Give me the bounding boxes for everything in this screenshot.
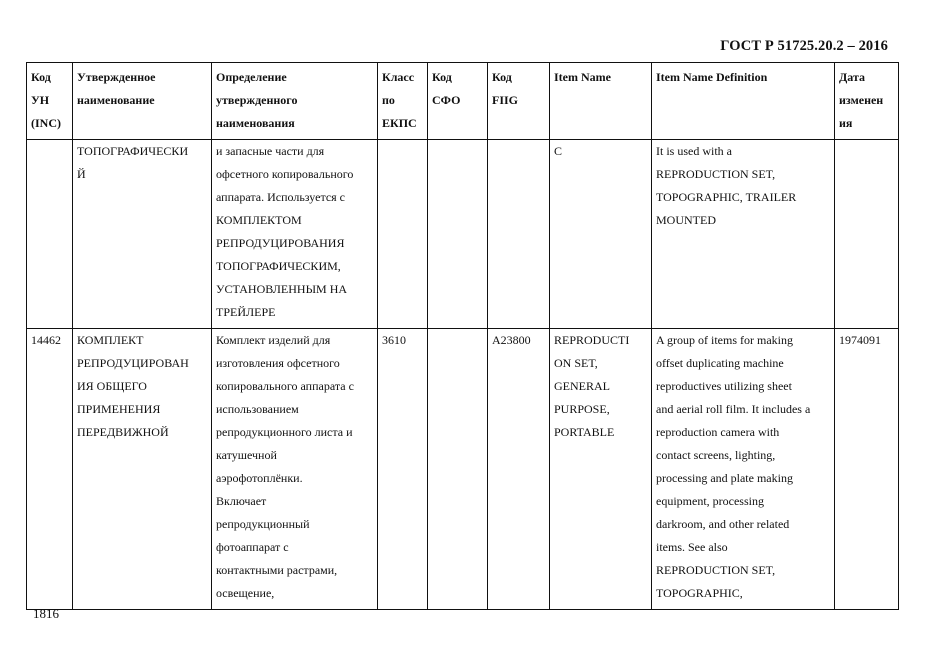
cell-item-name: C [550, 140, 652, 329]
column-header-ekps-class: Класс по ЕКПС [378, 63, 428, 140]
cell-change-date [835, 140, 899, 329]
cell-ekps-class [378, 140, 428, 329]
cell-approved-name: ТОПОГРАФИЧЕСКИ Й [73, 140, 212, 329]
cell-item-name-definition: A group of items for making offset duplicating machine reproductives utilizing sheet and aerial roll film. It includes a reproduction camera with contact screens, lighting, processing and plate making equipment, processing darkroom, and other related items. See also REPRODUCTION SET, TOPOGRAPHIC, [652, 329, 835, 610]
cell-inc [27, 140, 73, 329]
cell-change-date: 1974091 [835, 329, 899, 610]
column-header-approved-name: Утвержденное наименование [73, 63, 212, 140]
column-header-item-name-definition: Item Name Definition [652, 63, 835, 140]
cell-inc: 14462 [27, 329, 73, 610]
standard-header: ГОСТ Р 51725.20.2 – 2016 [720, 38, 888, 54]
cell-definition: Комплект изделий для изготовления офсетного копировального аппарата с использованием репродукционного листа и катушечной аэрофотоплёнки. Включает репродукционный фотоаппарат с контактными растрами, освещение, [212, 329, 378, 610]
column-header-change-date: Дата изменен ия [835, 63, 899, 140]
cell-fiig-code: A23800 [488, 329, 550, 610]
cell-ekps-class: 3610 [378, 329, 428, 610]
table-header-row [27, 63, 899, 140]
column-header-fiig-code: Код FIIG [488, 63, 550, 140]
cell-definition: и запасные части для офсетного копировального аппарата. Используется с КОМПЛЕКТОМ РЕПРОДУЦИРОВАНИЯ ТОПОГРАФИЧЕСКИМ, УСТАНОВЛЕННЫМ НА ТРЕЙЛЕРЕ [212, 140, 378, 329]
cell-fiig-code [488, 140, 550, 329]
column-header-item-name: Item Name [550, 63, 652, 140]
page-number: 1816 [33, 606, 59, 621]
table-row [27, 140, 899, 329]
column-header-inc: Код УН (INC) [27, 63, 73, 140]
column-header-definition: Определение утвержденного наименования [212, 63, 378, 140]
cell-item-name: REPRODUCTI ON SET, GENERAL PURPOSE, PORTABLE [550, 329, 652, 610]
cell-sfo-code [428, 140, 488, 329]
catalog-table [26, 62, 899, 610]
table-row [27, 329, 899, 610]
cell-approved-name: КОМПЛЕКТ РЕПРОДУЦИРОВАН ИЯ ОБЩЕГО ПРИМЕНЕНИЯ ПЕРЕДВИЖНОЙ [73, 329, 212, 610]
cell-sfo-code [428, 329, 488, 610]
column-header-sfo-code: Код СФО [428, 63, 488, 140]
cell-item-name-definition: It is used with a REPRODUCTION SET, TOPOGRAPHIC, TRAILER MOUNTED [652, 140, 835, 329]
